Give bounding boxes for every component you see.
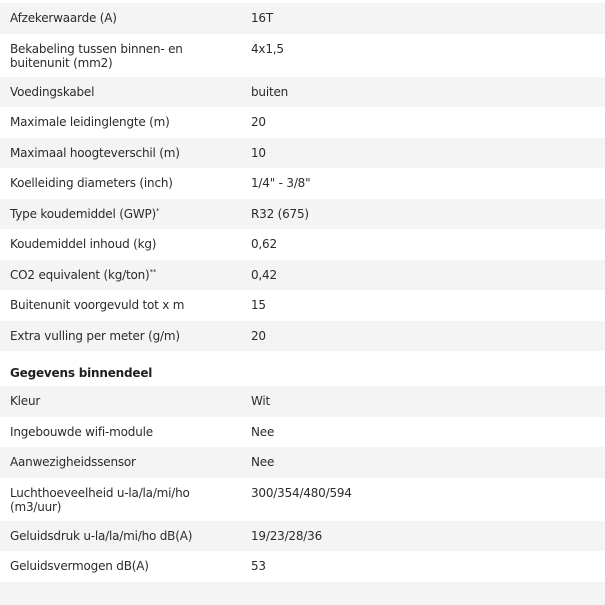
- row-label: Geluidsdruk u-la/la/mi/ho dB(A): [10, 528, 193, 543]
- row-value: 16T: [251, 11, 273, 26]
- table-row: [0, 260, 605, 291]
- row-label: Buitenunit voorgevuld tot x m: [10, 298, 185, 313]
- row-value: Nee: [251, 424, 275, 439]
- row-label: Maximaal hoogteverschil (m): [10, 145, 180, 160]
- table-row: [0, 168, 605, 199]
- table-row: [0, 34, 605, 77]
- table-row: [0, 77, 605, 108]
- row-value: 20: [251, 328, 266, 343]
- row-value: 0,62: [251, 237, 277, 252]
- table-row: [0, 199, 605, 230]
- row-label: Afzekerwaarde (A): [10, 11, 117, 26]
- row-label: Kleur: [10, 394, 41, 409]
- row-label: Geluidsvermogen dB(A): [10, 559, 149, 574]
- row-value: Wit: [251, 394, 271, 409]
- row-label-text: Type koudemiddel (GWP): [10, 206, 156, 221]
- table-row: [0, 447, 605, 478]
- row-label: Ingebouwde wifi-module: [10, 424, 153, 439]
- table-row: [0, 138, 605, 169]
- table-row: [0, 107, 605, 138]
- row-label: [10, 207, 251, 221]
- table-row: [0, 321, 605, 352]
- section-heading: [0, 351, 605, 386]
- table-row: [0, 386, 605, 417]
- table-row: [0, 229, 605, 260]
- row-value: 53: [251, 559, 266, 574]
- row-value: Nee: [251, 455, 275, 470]
- row-value: 10: [251, 145, 266, 160]
- row-label: Voedingskabel: [10, 84, 95, 99]
- row-label-text: CO2 equivalent (kg/ton): [10, 267, 150, 282]
- row-label: Luchthoeveelheid u-la/la/mi/ho (m3/uur): [10, 485, 190, 514]
- row-label: Koudemiddel inhoud (kg): [10, 237, 157, 252]
- row-label: Bekabeling tussen binnen- en buitenunit (mm2): [10, 41, 183, 70]
- table-row: [0, 551, 605, 582]
- row-value: buiten: [251, 84, 289, 99]
- row-value: 19/23/28/36: [251, 528, 323, 543]
- row-value: 0,42: [251, 267, 277, 282]
- row-label: Extra vulling per meter (g/m): [10, 328, 180, 343]
- footnote-marker: **: [149, 267, 157, 276]
- footnote-marker: *: [156, 206, 160, 215]
- table-row: [0, 521, 605, 552]
- row-label: [10, 268, 251, 282]
- section-title: Gegevens binnendeel: [10, 366, 153, 380]
- table-row: [0, 478, 605, 521]
- row-value: 4x1,5: [251, 41, 284, 56]
- row-value: R32 (675): [251, 206, 309, 221]
- table-row: [0, 290, 605, 321]
- row-value: 15: [251, 298, 266, 313]
- row-label: Maximale leidinglengte (m): [10, 115, 170, 130]
- table-row-partial: [0, 582, 605, 605]
- row-label: Aanwezigheidssensor: [10, 455, 136, 470]
- row-value: 300/354/480/594: [251, 485, 352, 500]
- row-value: 20: [251, 115, 266, 130]
- row-label: Koelleiding diameters (inch): [10, 176, 173, 191]
- table-row: [0, 3, 605, 34]
- table-row: [0, 417, 605, 448]
- row-value: 1/4" - 3/8": [251, 176, 311, 191]
